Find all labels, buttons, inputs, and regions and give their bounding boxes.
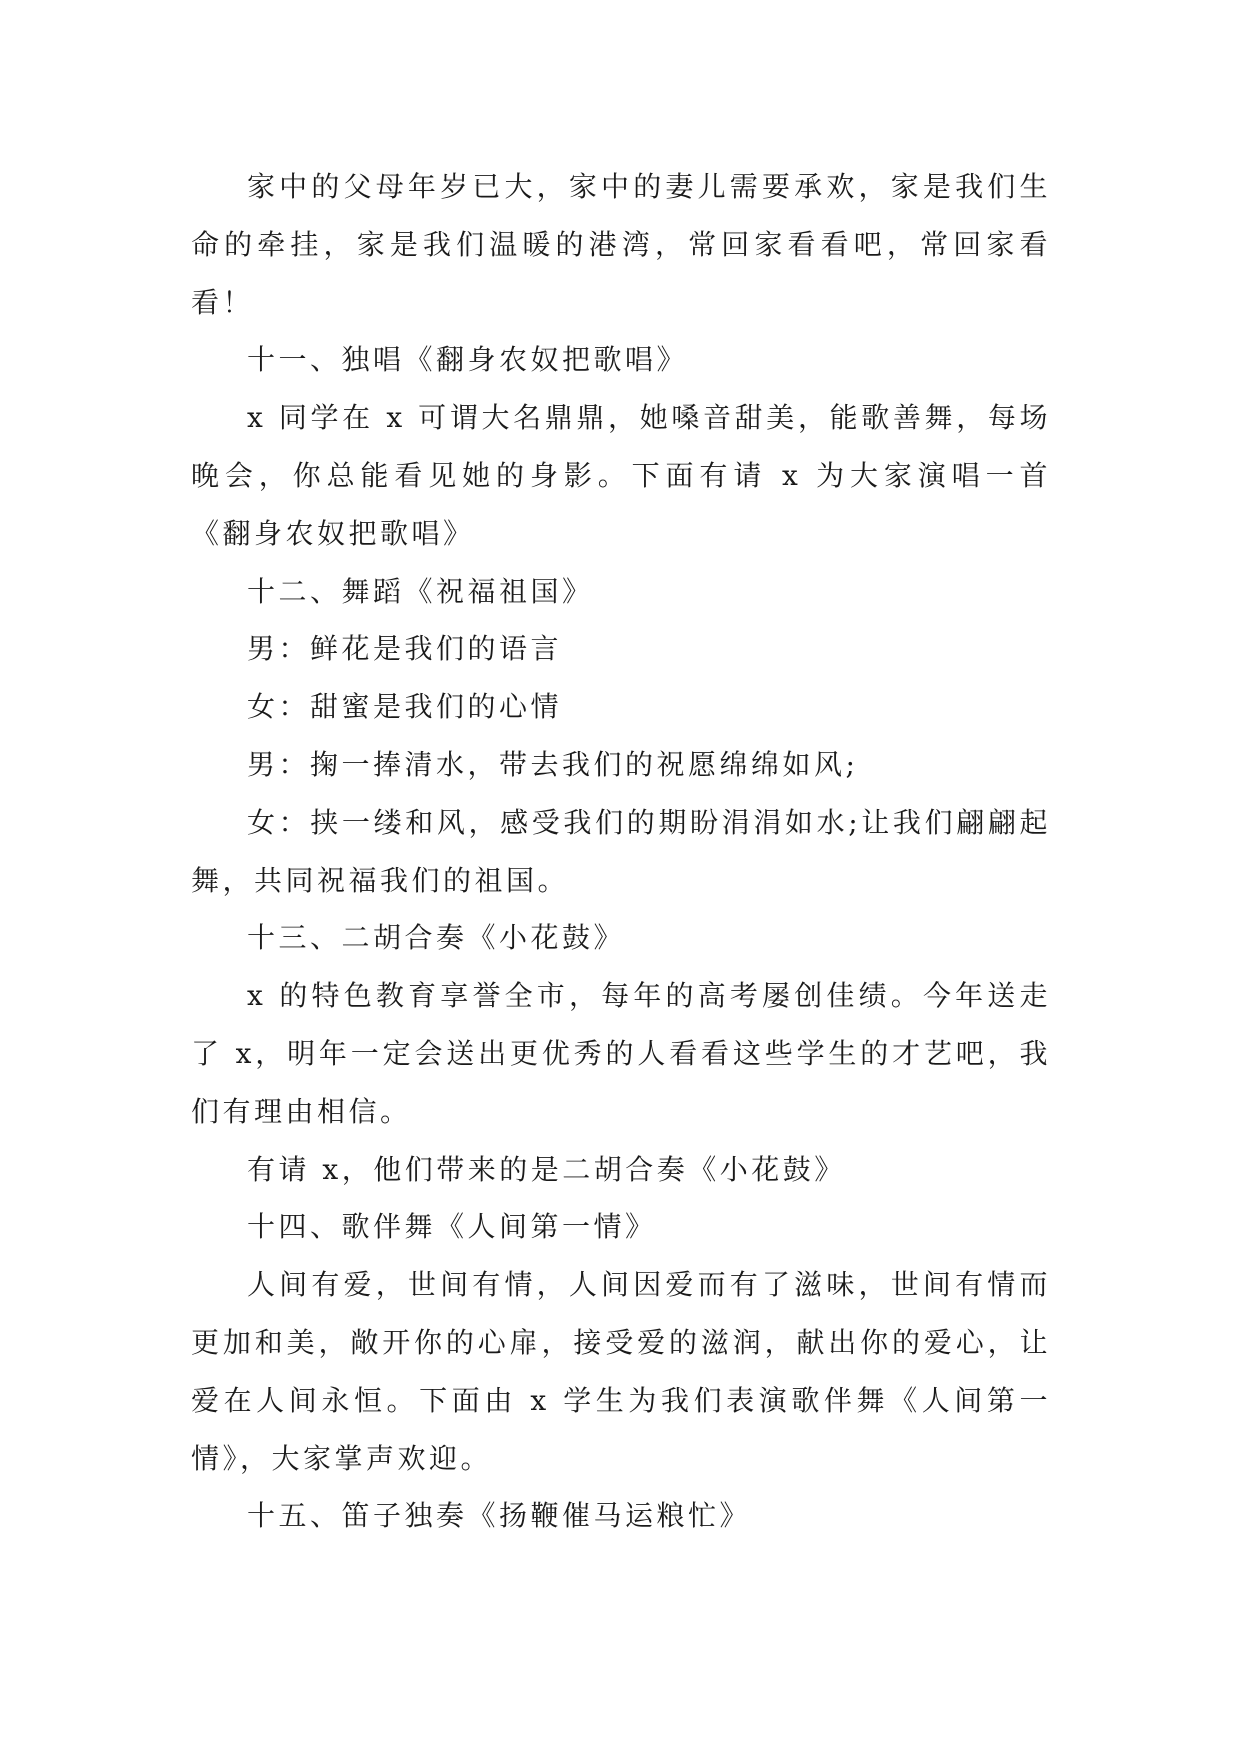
- program-heading-14: 十四、歌伴舞《人间第一情》: [247, 1210, 657, 1244]
- dialogue-line-female-2: 女：挟一缕和风，感受我们的期盼涓涓如水;让我们翩翩起舞，共同祝福我们的祖国。: [191, 805, 1051, 897]
- dialogue-line-male-2: 男：掬一捧清水，带去我们的祝愿绵绵如风;: [247, 747, 859, 781]
- program-heading-11: 十一、独唱《翻身农奴把歌唱》: [247, 343, 689, 377]
- paragraph-erhu-invite: 有请 x，他们带来的是二胡合奏《小花鼓》: [247, 1152, 846, 1186]
- program-heading-15: 十五、笛子独奏《扬鞭催马运粮忙》: [247, 1499, 752, 1533]
- paragraph-song-dance-intro: 人间有爱，世间有情，人间因爱而有了滋味，世间有情而更加和美，敞开你的心扉，接受爱的滋润，献出你的爱心，让爱在人间永恒。下面由 x 学生为我们表演歌伴舞《人间第一情》，大家掌声欢迎。: [191, 1268, 1051, 1475]
- dialogue-line-male-1: 男：鲜花是我们的语言: [247, 632, 563, 666]
- paragraph-solo-intro: x 同学在 x 可谓大名鼎鼎，她嗓音甜美，能歌善舞，每场晚会，你总能看见她的身影。下面有请 x 为大家演唱一首《翻身农奴把歌唱》: [191, 401, 1051, 550]
- program-heading-13: 十三、二胡合奏《小花鼓》: [247, 921, 626, 955]
- document-body: [191, 158, 1051, 1545]
- dialogue-line-female-1: 女：甜蜜是我们的心情: [247, 690, 563, 724]
- paragraph-home-closing: 家中的父母年岁已大，家中的妻儿需要承欢，家是我们生命的牵挂，家是我们温暖的港湾，常回家看看吧，常回家看看！: [191, 170, 1051, 319]
- paragraph-erhu-intro: x 的特色教育享誉全市，每年的高考屡创佳绩。今年送走了 x，明年一定会送出更优秀的人看看这些学生的才艺吧，我们有理由相信。: [191, 979, 1051, 1128]
- program-heading-12: 十二、舞蹈《祝福祖国》: [247, 574, 594, 608]
